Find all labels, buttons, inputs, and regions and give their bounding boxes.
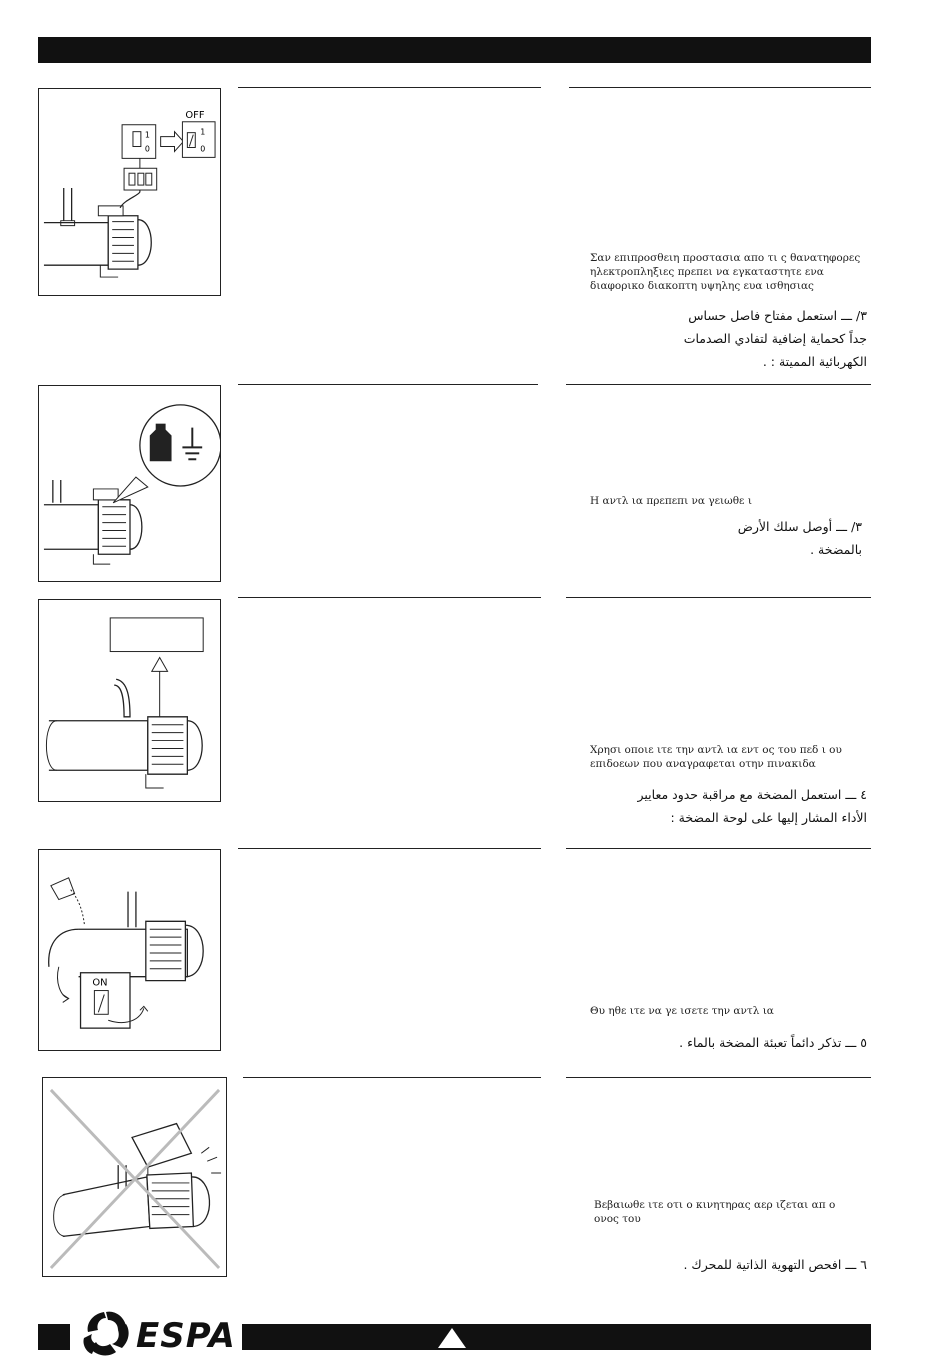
- divider-4a: [238, 848, 541, 849]
- divider-5a: [243, 1077, 541, 1078]
- espa-logo-icon: [76, 1308, 136, 1360]
- arabic-text-4: ٥ ـــ تذكر دائماً تعبئة المضخة بالماء .: [679, 1035, 867, 1050]
- greek-text-1: Σαν επιπροσθειη προστασια απο τι ς θανατηφορες ηλεκτροπληξιες πρεπει να εγκαταστητε ενα διαφορικο διακοπτη υψηλης ευα ισθησιας: [590, 252, 861, 292]
- greek-text-4: Θυ ηθε ιτε να γε ισετε την αντλ ια: [590, 1005, 774, 1017]
- arabic-text-5: ٦ ـــ افحص التهوية الذاتية للمحرك .: [683, 1257, 867, 1272]
- arabic-text-1: ٣/ ـــ استعمل مفتاح فاصل حساس جداً كحماية إضافية لتفادي الصدمات الكهربائية المميتة : .: [683, 308, 867, 369]
- divider-4b: [566, 848, 871, 849]
- brand-name: ESPA: [136, 1316, 236, 1356]
- switch-on-mark-2: 1: [200, 127, 206, 137]
- greek-text-2: Η αντλ ια πρεπεπι να γειωθε ι: [590, 495, 752, 507]
- figure-ventilation: [42, 1077, 227, 1277]
- switch-off-mark: 0: [144, 144, 150, 154]
- footer-bar-left: [38, 1324, 70, 1350]
- figure-switch-off: [38, 88, 221, 296]
- greek-text-3: Χρησι οποιε ιτε την αντλ ια εντ ος του πεδ ι ου επιδοεων που αναγραφεται οτην πινακιδα: [590, 744, 842, 770]
- figure-nameplate: [38, 599, 221, 802]
- footer-bar-right: [242, 1324, 871, 1350]
- greek-text-5: Βεβαιωθε ιτε οτι ο κινητηρας αερ ιζεται απ ο ονος του: [594, 1199, 836, 1225]
- figure-earthing: [38, 385, 221, 582]
- divider-3b: [566, 597, 871, 598]
- divider-1a: [238, 87, 541, 88]
- arabic-text-3: ٤ ـــ استعمل المضخة مع مراقبة حدود معايير الأداء المشار إليها على لوحة المضخة :: [637, 787, 867, 825]
- arabic-text-2: ٣/ ـــ أوصل سلك الأرض بالمضخة .: [737, 519, 862, 557]
- switch-off-mark-2: 0: [200, 144, 206, 154]
- header-bar: [38, 37, 871, 63]
- warning-triangle-icon: [436, 1326, 468, 1350]
- off-label: OFF: [185, 109, 205, 121]
- divider-3a: [238, 597, 541, 598]
- figure-priming: [38, 849, 221, 1051]
- divider-1b: [569, 87, 871, 88]
- switch-on-mark: 1: [144, 130, 150, 140]
- divider-5b: [566, 1077, 871, 1078]
- divider-2b: [566, 384, 871, 385]
- on-label: ON: [92, 977, 108, 989]
- divider-2a: [238, 384, 538, 385]
